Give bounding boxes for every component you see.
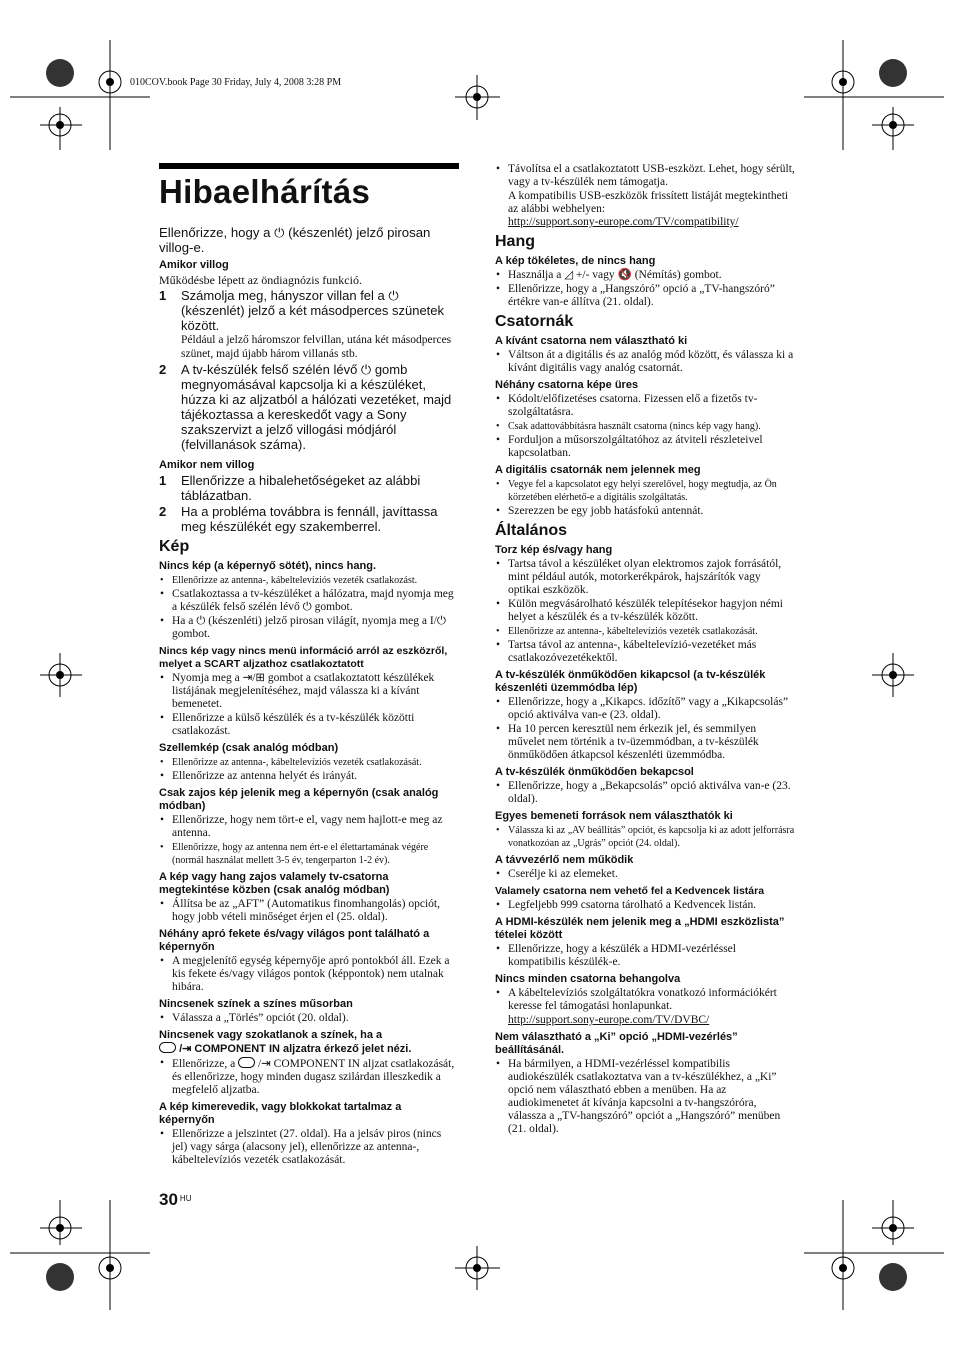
issue-list <box>495 269 795 309</box>
list-item: • Használja a ◿ +/- vagy 🔇 (Némítás) gombot. <box>495 269 795 282</box>
list-item: • Tartsa távol a készüléket olyan elektromos zajok forrásától, mint például autók, motorkerékpárok, hajszárítók vagy optikai eszközök. <box>495 558 795 597</box>
page-number-value: 30 <box>159 1190 178 1209</box>
right-column <box>495 163 795 1137</box>
list-item: • Forduljon a műsorszolgáltatóhoz az átviteli részleteivel kapcsolatban. <box>495 434 795 460</box>
issue-title: A kívánt csatorna nem választható ki <box>495 335 688 347</box>
list-item: • Ellenőrizze, hogy a készülék a HDMI-vezérléssel kompatibilis készülék-e. <box>495 943 795 969</box>
list-item-part: /⇥ COMPONENT IN aljzat csatlakozását, és ellenőrizze, hogy minden dugasz szilárdan illeszkedik a megfelelő aljzatba. <box>172 1058 455 1096</box>
issue-list <box>159 756 459 783</box>
issue-title: A kép tökéletes, de nincs hang <box>495 255 656 267</box>
step-text: Számolja meg, hányszor villan fel a ⏻ (készenlét) jelző a két másodperces szünetek között. <box>181 288 445 333</box>
list-item: • Ellenőrizze az antenna-, kábeltelevíziós vezeték csatlakozást. <box>159 574 459 587</box>
step-text: A tv-készülék felső szélén lévő ⏻ gomb megnyomásával kapcsolja ki a készüléket, húzza ki az aljzatból a hálózati vezetéket, majd tájékoztassa a kereskedőt vagy a Sony szakszervizt a jelző villogási módjáról (felvillanások száma). <box>181 362 452 452</box>
step <box>159 362 459 452</box>
list-item: • Váltson át a digitális és az analóg mód között, és válassza ki a kívánt digitális vagy analóg csatornát. <box>495 349 795 375</box>
issue-title: Szellemkép (csak analóg módban) <box>159 742 339 754</box>
list-item: • Cserélje ki az elemeket. <box>495 868 795 881</box>
list-item: • Válassza ki az „AV beállítás” opciót, és kapcsolja ki az adott jelforrásra vonatkozóan az „Ugrás” opciót (24. oldal). <box>495 824 795 850</box>
page-number <box>159 1190 191 1210</box>
step-number: 2 <box>159 504 167 519</box>
issue-list <box>159 1012 459 1025</box>
section-altalanos: Általános <box>495 522 568 539</box>
issue-title: Néhány csatorna képe üres <box>495 379 639 391</box>
issue-title: Nem választható a „Ki” opció „HDMI-vezérlés” beállításánál. <box>495 1031 738 1056</box>
list-item <box>159 1057 459 1097</box>
issue-list <box>495 696 795 762</box>
issue-list <box>159 1128 459 1167</box>
issue-list <box>495 393 795 460</box>
issue-title <box>159 1029 459 1056</box>
usb-list <box>495 163 795 189</box>
list-item: • Nyomja meg a ⇥/⊞ gombot a csatlakoztatott készülékek listájának megjelenítéséhez, majd válassza ki a kívánt bemenetet. <box>159 672 459 711</box>
step-note: Például a jelző háromszor felvillan, utána két másodperces szünet, majd újabb három villanás stb. <box>181 334 452 360</box>
list-item: • Ellenőrizze, hogy a „Hangszóró” opció a „TV-hangszóró” értékre van-e állítva (21. oldal). <box>495 283 795 309</box>
issue-title: Nincs kép (a képernyő sötét), nincs hang. <box>159 560 376 572</box>
component-input-icon <box>238 1057 255 1068</box>
list-item: • Válassza a „Törlés” opciót (20. oldal). <box>159 1012 459 1025</box>
list-item: • Ellenőrizze a jelszintet (27. oldal). Ha a jelsáv piros (nincs jel) vagy sárga (alacsony jel), ellenőrizze az antenna-, kábeltelevíziós vezeték csatlakozását. <box>159 1128 459 1167</box>
list-item: • Szerezzen be egy jobb hatásfokú antennát. <box>495 505 795 518</box>
list-item: • Ha a ⏻ (készenléti) jelző pirosan világít, nyomja meg a I/⏻ gombot. <box>159 615 459 641</box>
list-item: • A megjelenítő egység képernyője apró pontokból áll. Ezek a kis fekete és/vagy világos pontok (képpontok) nem utalnak hibára. <box>159 955 459 994</box>
amikor-nem-villog-heading: Amikor nem villog <box>159 459 255 471</box>
list-item: • Ellenőrizze, hogy a „Bekapcsolás” opció aktiválva van-e (23. oldal). <box>495 780 795 806</box>
issue-list <box>159 814 459 867</box>
issue-list <box>159 672 459 738</box>
list-item: • Vegye fel a kapcsolatot egy helyi szerelővel, hogy megtudja, az Ön körzetében elérhető-e a digitális szolgáltatás. <box>495 478 795 504</box>
issue-title: A kép kimerevedik, vagy blokkokat tartalmaz a képernyőn <box>159 1101 402 1126</box>
step-number: 1 <box>159 473 167 488</box>
issue-list <box>495 824 795 850</box>
issue-title: Valamely csatorna nem vehető fel a Kedvencek listára <box>495 885 765 897</box>
component-input-icon <box>159 1042 176 1053</box>
list-item: • Tartsa távol az antenna-, kábeltelevízió-vezetéket más csatlakozóvezetékektől. <box>495 639 795 665</box>
list-item: • Legfeljebb 999 csatorna tárolható a Kedvencek listán. <box>495 899 795 912</box>
issue-list <box>495 943 795 969</box>
issue-title: Csak zajos kép jelenik meg a képernyőn (csak analóg módban) <box>159 787 439 812</box>
list-item: • Kódolt/előfizetéses csatorna. Fizessen elő a fizetős tv-szolgáltatásra. <box>495 393 795 419</box>
issue-list <box>159 1057 459 1097</box>
issue-title: A HDMI-készülék nem jelenik meg a „HDMI eszközlista” tételei között <box>495 916 785 941</box>
compatibility-link[interactable]: http://support.sony-europe.com/TV/compatibility/ <box>508 216 739 228</box>
list-item: • Ellenőrizze a külső készülék és a tv-készülék közötti csatlakozást. <box>159 712 459 738</box>
issue-title: A digitális csatornák nem jelennek meg <box>495 464 701 476</box>
list-item: • Távolítsa el a csatlakoztatott USB-eszközt. Lehet, hogy sérült, vagy a tv-készülék nem támogatja. <box>495 163 795 189</box>
issue-list <box>159 898 459 924</box>
title-rule <box>159 163 459 169</box>
section-hang: Hang <box>495 233 535 250</box>
step <box>159 473 459 503</box>
list-item: • Ellenőrizze az antenna-, kábeltelevíziós vezeték csatlakozását. <box>159 756 459 769</box>
issue-list <box>495 349 795 375</box>
step-number: 1 <box>159 288 167 303</box>
issue-list <box>495 987 795 1013</box>
amikor-villog-text: Működésbe lépett az öndiagnózis funkció. <box>159 273 362 287</box>
step <box>159 288 459 361</box>
book-header: 010COV.book Page 30 Friday, July 4, 2008 3:28 PM <box>130 77 342 88</box>
issue-list <box>495 899 795 912</box>
issue-list <box>159 574 459 641</box>
list-item: • Ellenőrizze az antenna helyét és irányát. <box>159 770 459 783</box>
issue-title: Nincsenek színek a színes műsorban <box>159 998 353 1010</box>
list-item: • Ha 10 percen keresztül nem érkezik jel, és semmilyen művelet nem történik a tv-üzemmódban, a tv-készülék önműködően átkapcsol készenléti üzemmódba. <box>495 723 795 762</box>
issue-title: A kép vagy hang zajos valamely tv-csatorna megtekintése közben (csak analóg módban) <box>159 871 390 896</box>
list-item: • Ellenőrizze az antenna-, kábeltelevíziós vezeték csatlakozását. <box>495 625 795 638</box>
issue-title: Néhány apró fekete és/vagy világos pont található a képernyőn <box>159 928 430 953</box>
section-csatornak: Csatornák <box>495 313 574 330</box>
left-column <box>159 163 459 1168</box>
issue-title-part: /⇥ COMPONENT IN aljzatra érkező jelet nézi. <box>179 1043 412 1055</box>
step-text: Ellenőrizze a hibalehetőségeket az alábbi táblázatban. <box>181 473 421 503</box>
list-item: • Ellenőrizze, hogy nem tört-e el, vagy nem hajlott-e meg az antenna. <box>159 814 459 840</box>
issue-title: Egyes bemeneti források nem választhatók ki <box>495 810 733 822</box>
list-item: • Ellenőrizze, hogy a „Kikapcs. időzítő” vagy a „Kikapcsolás” opció aktiválva van-e (23. oldal). <box>495 696 795 722</box>
page-title: Hibaelhárítás <box>159 173 371 210</box>
issue-title: Nincs minden csatorna behangolva <box>495 973 681 985</box>
issue-title: A távvezérlő nem működik <box>495 854 634 866</box>
issue-title: Nincs kép vagy nincs menü információ arról az eszközről, melyet a SCART aljzathoz csatlakoztatott <box>159 645 448 670</box>
issue-list <box>495 558 795 665</box>
section-kep: Kép <box>159 538 190 555</box>
usb-note: A kompatibilis USB-eszközök frissített listáját megtekintheti az alábbi webhelyen: <box>508 190 789 215</box>
list-item: • Csatlakoztassa a tv-készüléket a hálózatra, majd nyomja meg a készülék felső szélén lévő ⏻ gombot. <box>159 588 459 614</box>
amikor-villog-heading: Amikor villog <box>159 259 229 271</box>
page-language: HU <box>179 1194 192 1203</box>
dvbc-link[interactable]: http://support.sony-europe.com/TV/DVBC/ <box>508 1014 710 1026</box>
issue-list <box>495 780 795 806</box>
issue-title-part: Nincsenek vagy szokatlanok a színek, ha a <box>159 1029 383 1041</box>
list-item: • Ellenőrizze, hogy az antenna nem ért-e el élettartamának végére (normál használat mellett 3-5 év, tengerparton 1-2 év). <box>159 841 459 867</box>
issue-list <box>495 478 795 518</box>
step <box>159 504 459 534</box>
issue-list <box>159 955 459 994</box>
intro-text: Ellenőrizze, hogy a ⏻ (készenlét) jelző pirosan villog-e. <box>159 225 431 255</box>
list-item: • Külön megvásárolható készülék telepítésekor hagyjon némi helyet a készülék és a tv-készülék között. <box>495 598 795 624</box>
issue-title: Torz kép és/vagy hang <box>495 544 613 556</box>
list-item: • Ha bármilyen, a HDMI-vezérléssel kompatibilis audiokészülék csatlakoztatva van a tv-készülékhez, a „Ki” opció nem választható ebben a menüben. Ha az audiokimenetet át kívánja kapcsolni a tv-hangszóróra, válassza a „TV-hangszóró” opciót a „Hangszóró” menüben (21. oldal). <box>495 1058 795 1136</box>
list-item: • Csak adattovábbításra használt csatorna (nincs kép vagy hang). <box>495 420 795 433</box>
issue-list <box>495 1058 795 1136</box>
issue-list <box>495 868 795 881</box>
list-item: • A kábeltelevíziós szolgáltatókra vonatkozó információkért keresse fel támogatási honlapunkat. <box>495 987 795 1013</box>
issue-title: A tv-készülék önműködően bekapcsol <box>495 766 694 778</box>
list-item: • Állítsa be az „AFT” (Automatikus finomhangolás) opciót, hogy jobb vételi minőséget érjen el (25. oldal). <box>159 898 459 924</box>
issue-title: A tv-készülék önműködően kikapcsol (a tv-készülék készenléti üzemmódba lép) <box>495 669 766 694</box>
list-item-part: Ellenőrizze, a <box>172 1058 236 1070</box>
step-text: Ha a probléma továbbra is fennáll, javíttassa meg készülékét egy szakemberrel. <box>181 504 438 534</box>
step-number: 2 <box>159 362 167 377</box>
